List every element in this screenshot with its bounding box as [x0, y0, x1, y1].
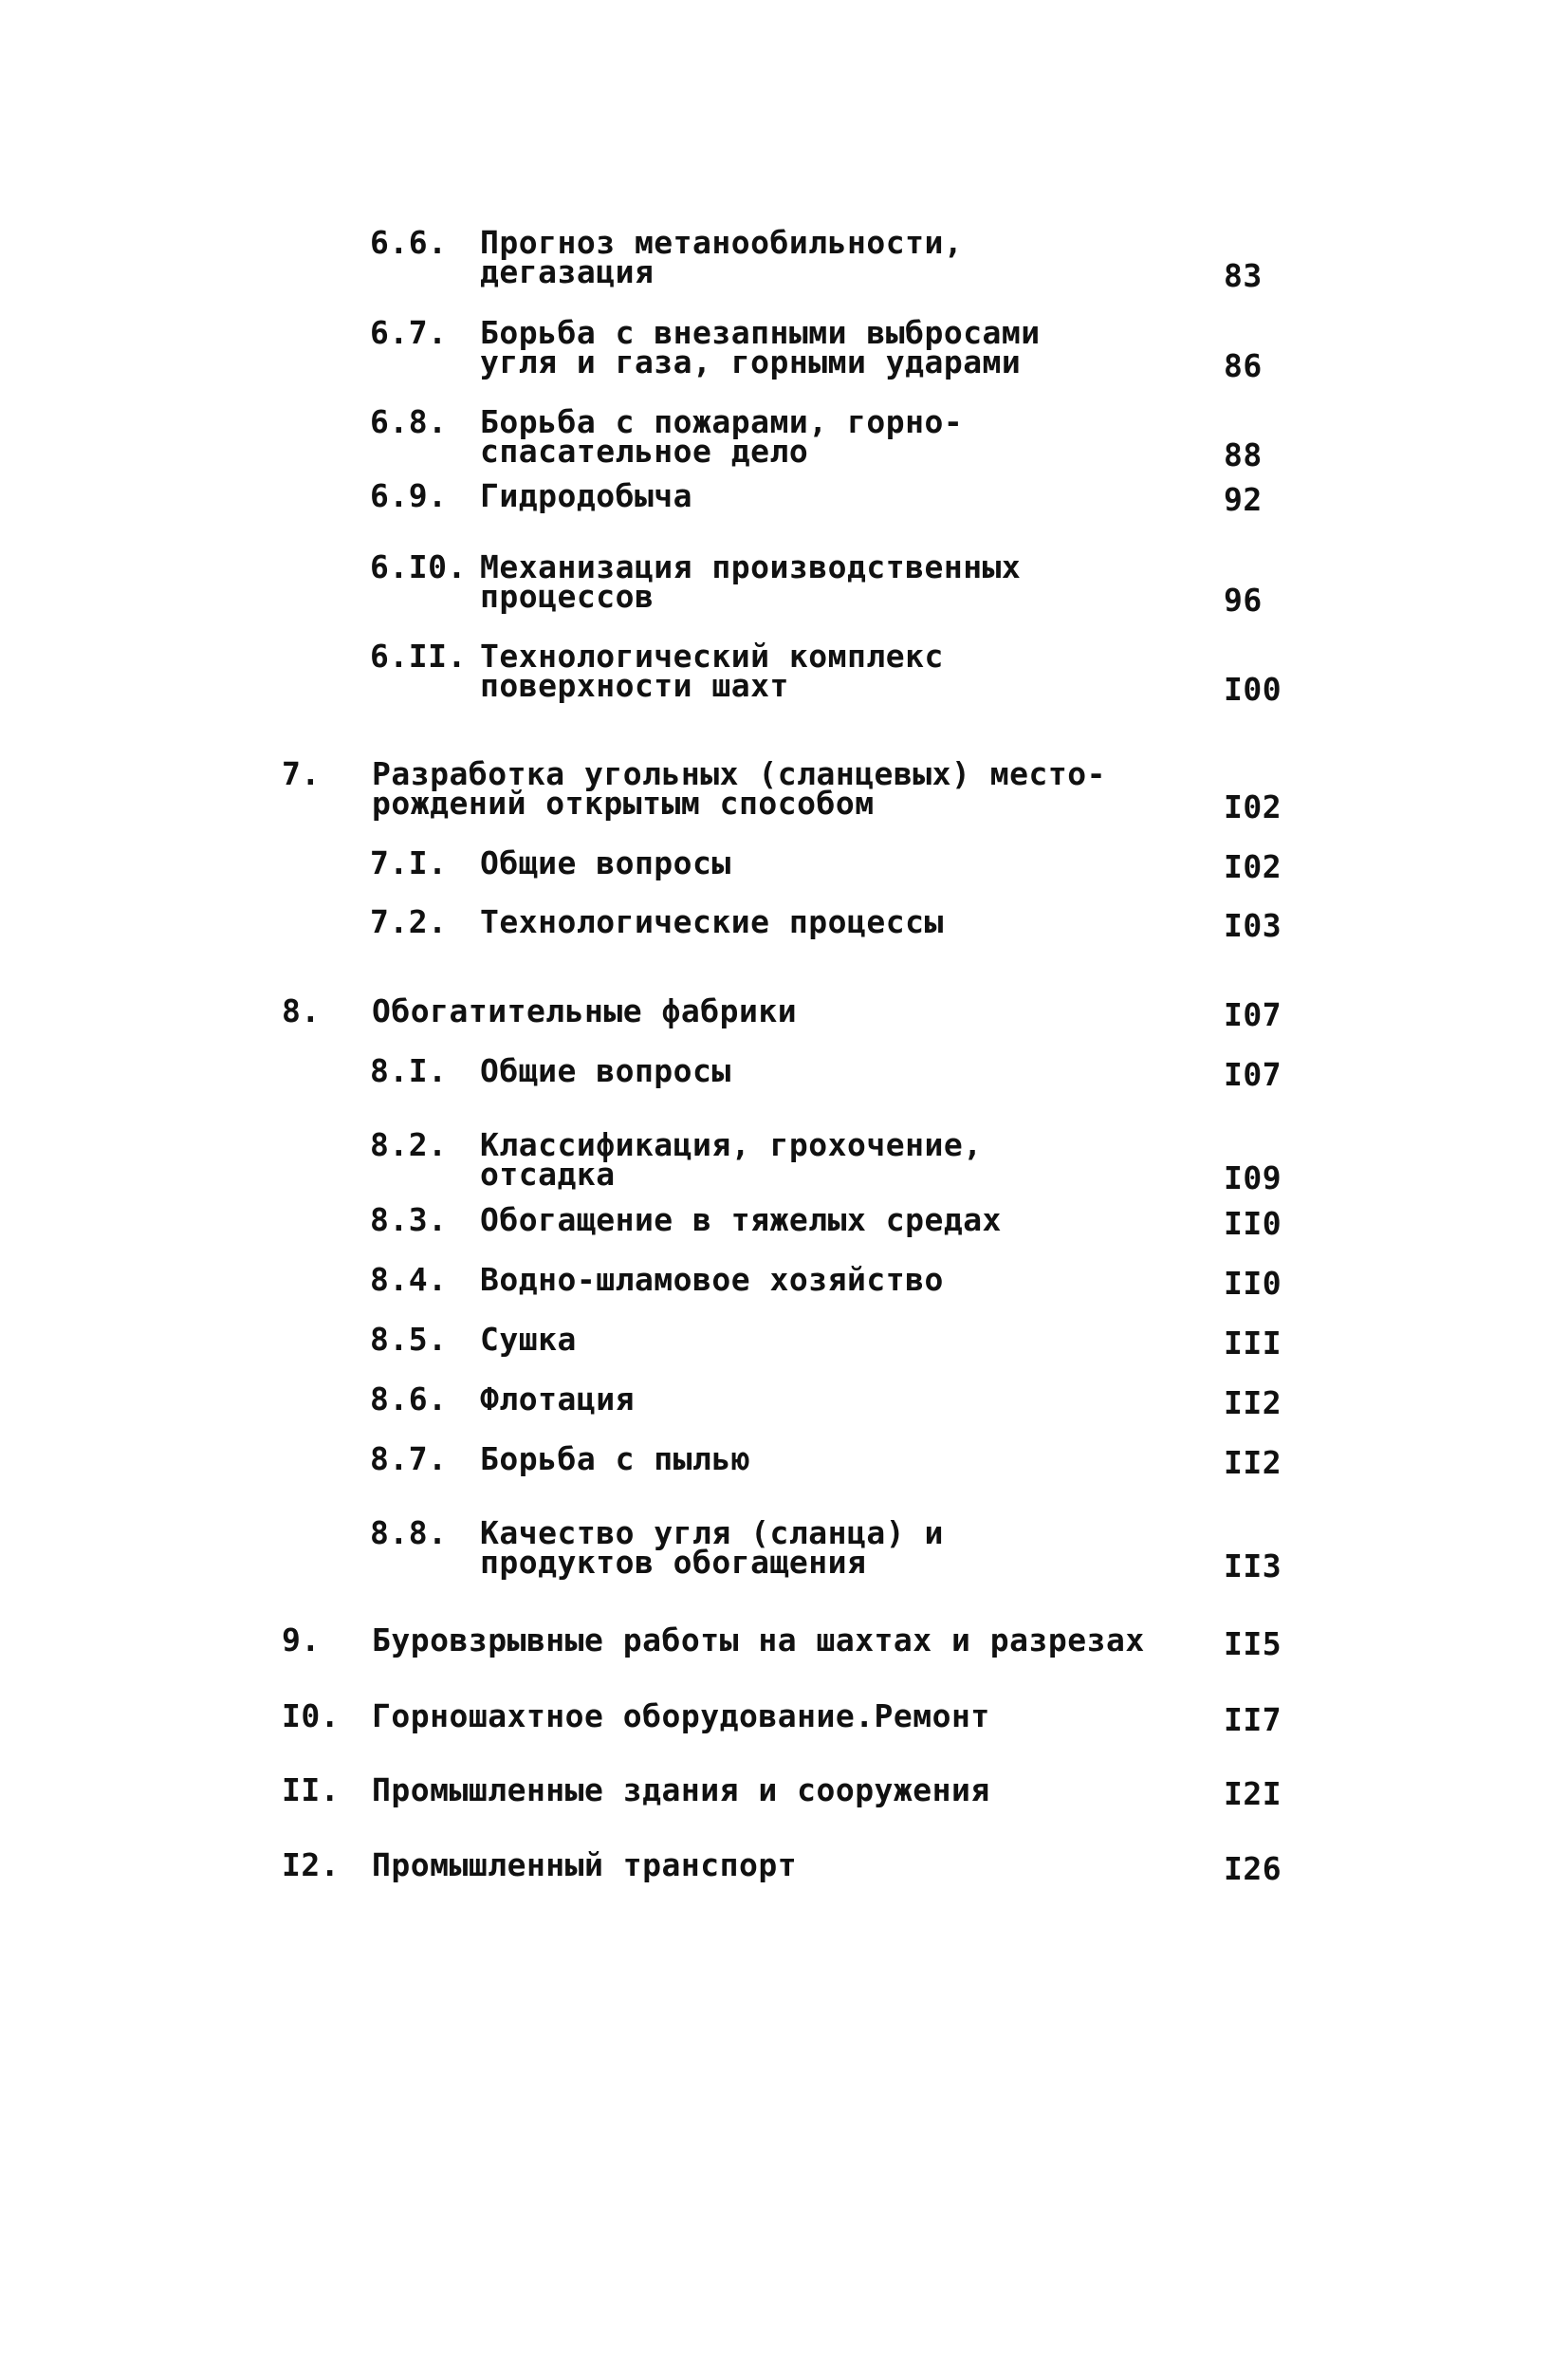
toc-entry-title	[372, 992, 798, 1029]
toc-entry-title-line: Борьба с пылью	[480, 1440, 751, 1477]
toc-entry-page-number: I03	[1224, 907, 1282, 944]
toc-entry-number: 6.8.	[370, 403, 448, 440]
toc-entry-number: 6.II.	[370, 638, 467, 675]
toc-entry-page-number: II2	[1224, 1384, 1282, 1421]
toc-entry-page-number: I26	[1224, 1850, 1282, 1887]
toc-entry-page-number: 88	[1224, 436, 1263, 473]
toc-entry-title	[372, 1697, 990, 1734]
toc-entry-title	[480, 403, 964, 470]
toc-entry-title	[480, 1261, 944, 1298]
toc-entry-title	[480, 1321, 577, 1358]
toc-entry-page-number: 96	[1224, 582, 1263, 619]
toc-entry-page-number: 83	[1224, 257, 1263, 294]
toc-entry-title-line: спасательное дело	[480, 433, 809, 470]
toc-entry-title-line: Общие вопросы	[480, 1052, 731, 1089]
toc-entry-title	[480, 477, 693, 514]
toc-entry-title-line: Качество угля (сланца) и	[480, 1514, 944, 1551]
toc-entry-number: 8.	[282, 992, 321, 1029]
toc-entry-title	[480, 1380, 635, 1417]
toc-entry-title-line: Технологические процессы	[480, 903, 944, 940]
toc-entry-number: 6.7.	[370, 314, 448, 351]
toc-entry-title	[480, 314, 1041, 380]
toc-entry-title	[480, 548, 1022, 615]
toc-entry-title-line: дегазация	[480, 253, 655, 290]
toc-entry-title-line: Промышленный транспорт	[372, 1846, 798, 1883]
toc-entry-title	[372, 755, 1106, 822]
toc-entry-page-number: II0	[1224, 1205, 1282, 1242]
toc-entry-title-line: Разработка угольных (сланцевых) место-	[372, 755, 1106, 792]
toc-entry-page-number: I09	[1224, 1159, 1282, 1196]
toc-entry-title	[480, 1514, 944, 1581]
toc-entry-number: 8.7.	[370, 1440, 448, 1477]
toc-entry-title-line: Промышленные здания и сооружения	[372, 1771, 990, 1808]
toc-entry-title-line: поверхности шахт	[480, 667, 789, 704]
toc-entry-number: 6.9.	[370, 477, 448, 514]
toc-entry-number: 8.2.	[370, 1126, 448, 1163]
toc-entry-number: 6.6.	[370, 224, 448, 261]
toc-entry-page-number: II2	[1224, 1444, 1282, 1481]
toc-entry-title-line: Флотация	[480, 1380, 635, 1417]
toc-entry-title	[480, 1440, 751, 1477]
toc-entry-title	[480, 1126, 983, 1193]
toc-entry-page-number: II0	[1224, 1265, 1282, 1302]
toc-entry-page-number: II3	[1224, 1547, 1282, 1584]
toc-entry-page-number: 92	[1224, 481, 1263, 518]
toc-entry-title-line: продуктов обогащения	[480, 1544, 867, 1581]
toc-entry-title-line: Технологический комплекс	[480, 638, 944, 675]
toc-entry-title	[372, 1621, 1145, 1658]
toc-entry-title	[480, 1052, 731, 1089]
toc-entry-page-number: I02	[1224, 848, 1282, 885]
toc-entry-title-line: Классификация, грохочение,	[480, 1126, 983, 1163]
toc-entry-number: II.	[282, 1771, 341, 1808]
toc-entry-number: 8.5.	[370, 1321, 448, 1358]
toc-entry-page-number: I07	[1224, 1056, 1282, 1093]
toc-entry-title-line: Обогащение в тяжелых средах	[480, 1201, 1002, 1238]
toc-entry-title-line: процессов	[480, 578, 655, 615]
toc-entry-title	[480, 1201, 1002, 1238]
toc-entry-title	[480, 224, 964, 290]
toc-entry-title	[372, 1771, 990, 1808]
toc-entry-title-line: Сушка	[480, 1321, 577, 1358]
toc-entry-page-number: I07	[1224, 996, 1282, 1033]
toc-entry-number: 9.	[282, 1621, 321, 1658]
toc-entry-title-line: Прогноз метанообильности,	[480, 224, 964, 261]
toc-entry-number: 6.I0.	[370, 548, 467, 585]
toc-entry-number: I2.	[282, 1846, 341, 1883]
toc-entry-number: 8.6.	[370, 1380, 448, 1417]
toc-entry-number: 7.2.	[370, 903, 448, 940]
toc-entry-title	[480, 844, 731, 881]
toc-entry-title-line: Водно-шламовое хозяйство	[480, 1261, 944, 1298]
toc-entry-title	[372, 1846, 798, 1883]
toc-entry-page-number: II7	[1224, 1701, 1282, 1738]
toc-entry-page-number: II5	[1224, 1625, 1282, 1662]
toc-entry-number: 8.8.	[370, 1514, 448, 1551]
toc-entry-number: 8.4.	[370, 1261, 448, 1298]
toc-entry-number: 7.	[282, 755, 321, 792]
toc-entry-title-line: угля и газа, горными ударами	[480, 343, 1022, 380]
toc-entry-number: 8.I.	[370, 1052, 448, 1089]
toc-entry-number: I0.	[282, 1697, 341, 1734]
toc-entry-title-line: Горношахтное оборудование.Ремонт	[372, 1697, 990, 1734]
toc-entry-page-number: III	[1224, 1325, 1282, 1362]
toc-entry-page-number: 86	[1224, 347, 1263, 384]
toc-entry-title-line: Механизация производственных	[480, 548, 1022, 585]
toc-entry-number: 7.I.	[370, 844, 448, 881]
toc-entry-title	[480, 903, 944, 940]
toc-entry-title-line: Обогатительные фабрики	[372, 992, 798, 1029]
toc-entry-number: 8.3.	[370, 1201, 448, 1238]
toc-entry-title-line: Гидродобыча	[480, 477, 693, 514]
toc-entry-title-line: Борьба с внезапными выбросами	[480, 314, 1041, 351]
toc-entry-title	[480, 638, 944, 704]
toc-entry-title-line: Борьба с пожарами, горно-	[480, 403, 964, 440]
toc-entry-title-line: Общие вопросы	[480, 844, 731, 881]
toc-entry-page-number: I2I	[1224, 1775, 1282, 1812]
toc-entry-title-line: отсадка	[480, 1156, 616, 1193]
toc-entry-page-number: I02	[1224, 788, 1282, 825]
toc-entry-page-number: I00	[1224, 671, 1282, 708]
toc-entry-title-line: Буровзрывные работы на шахтах и разрезах	[372, 1621, 1145, 1658]
toc-entry-title-line: рождений открытым способом	[372, 785, 875, 822]
